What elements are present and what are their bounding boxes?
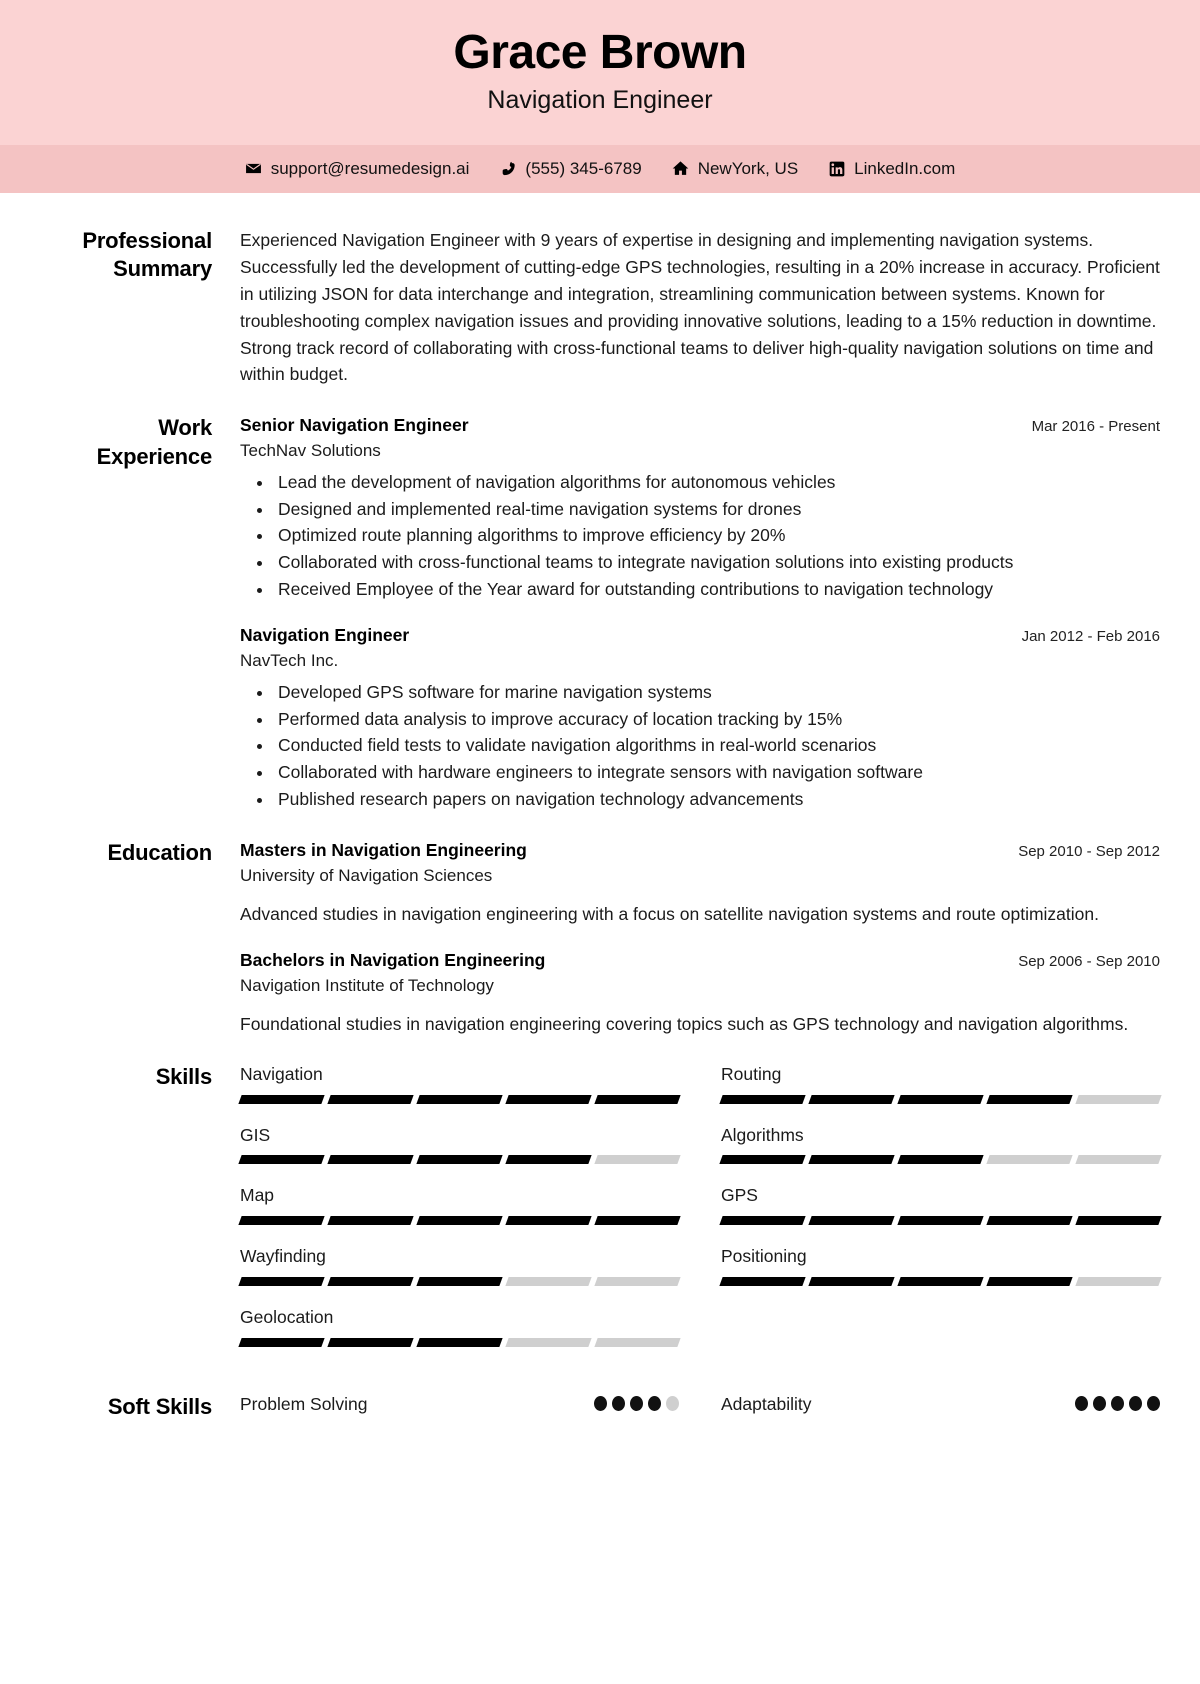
skill-level-segment [327,1277,413,1286]
entry-organization: NavTech Inc. [240,651,339,671]
skill-level-segment [594,1338,680,1347]
skill-cell [240,1184,679,1225]
soft-skill-rating-dot [630,1396,643,1411]
soft-skill-rating-dot [648,1396,661,1411]
entry-header [240,949,1160,973]
soft-skill-rating-dot [1093,1396,1106,1411]
section-label-work: Work Experience [96,415,212,469]
skill-level-bar [721,1277,1160,1286]
skill-level-segment [416,1216,502,1225]
skill-level-segment [505,1338,591,1347]
entry [240,624,1160,812]
entry-header [240,624,1160,648]
skill-level-segment [327,1155,413,1164]
contact-item-envelope[interactable] [245,159,470,179]
skill-level-segment [719,1155,805,1164]
entry-bullet: • Developed GPS software for marine navigation systems [274,680,1160,706]
contact-item-label: NewYork, US [697,158,799,178]
soft-skills-grid [240,1393,1160,1416]
skill-level-segment [1075,1216,1161,1225]
skill-name: GIS [240,1124,271,1145]
skill-cell [721,1063,1160,1104]
skill-name: Geolocation [240,1306,334,1327]
home-icon [672,160,690,178]
candidate-name: Grace Brown [453,26,747,79]
skill-level-segment [719,1095,805,1104]
skill-level-segment [327,1095,413,1104]
skill-name: Algorithms [721,1124,804,1145]
skill-level-bar [240,1155,679,1164]
section-label-summary: Professional Summary [82,227,212,281]
skill-level-segment [897,1277,983,1286]
section-soft-skills [40,1393,1160,1421]
skill-level-bar [721,1216,1160,1225]
entry-date: Jan 2012 - Feb 2016 [1021,628,1160,646]
contact-item-linkedin[interactable] [828,159,955,179]
skill-level-segment [808,1095,894,1104]
skill-level-segment [505,1277,591,1286]
soft-skill-rating-dot [1129,1396,1142,1411]
soft-skill-name: Problem Solving [240,1393,368,1414]
skill-level-segment [719,1216,805,1225]
skill-level-segment [594,1277,680,1286]
skill-level-segment [719,1277,805,1286]
envelope-icon [245,160,263,178]
skill-cell [240,1063,679,1104]
section-label-skills: Skills [155,1063,212,1089]
section-label-education: Education [107,840,212,866]
skill-level-segment [808,1277,894,1286]
soft-skill-rating-dot [1111,1396,1124,1411]
entry-bullet: • Optimized route planning algorithms to improve efficiency by 20% [274,523,1160,549]
skills-grid [240,1063,1160,1367]
skill-level-segment [594,1216,680,1225]
linkedin-icon [828,160,846,178]
skill-level-segment [238,1095,324,1104]
entry-organization: Navigation Institute of Technology [240,975,494,995]
entry-bullet: • Published research papers on navigation technology advancements [274,787,1160,813]
section-label-soft-skills: Soft Skills [107,1393,212,1419]
phone-icon [499,160,517,178]
entry-bullet: • Lead the development of navigation algorithms for autonomous vehicles [274,470,1160,496]
work-entries [240,414,1160,813]
skill-level-segment [594,1155,680,1164]
soft-skill-cell [721,1393,1160,1416]
soft-skill-rating-dot [594,1396,607,1411]
skill-level-segment [238,1155,324,1164]
entry-bullet-list [240,680,1160,813]
candidate-job-title: Navigation Engineer [487,85,713,114]
resume-body [0,193,1200,1457]
skill-level-segment [986,1277,1072,1286]
skill-name: Positioning [721,1246,807,1266]
entry-title: Senior Navigation Engineer [240,415,469,436]
contact-item-label: LinkedIn.com [854,158,956,178]
skill-level-bar [240,1095,679,1104]
entry-title: Navigation Engineer [240,625,410,646]
entry-header [240,839,1160,863]
skill-level-segment [238,1216,324,1225]
skill-level-bar [240,1338,679,1347]
entry-bullet: • Collaborated with cross-functional teams to integrate navigation solutions into existing products [274,550,1160,576]
skill-name: Wayfinding [240,1246,326,1266]
skill-cell [240,1306,679,1347]
skill-level-bar [240,1277,679,1286]
entry-description: Advanced studies in navigation engineering with a focus on satellite navigation systems and route optimization. [240,903,1099,924]
education-entries [240,839,1160,1036]
skill-level-segment [505,1216,591,1225]
skills-content [240,1063,1160,1367]
soft-skills-content [240,1393,1160,1416]
entry-header [240,414,1160,438]
skill-level-bar [240,1216,679,1225]
skill-level-segment [986,1155,1072,1164]
skill-cell [721,1245,1160,1286]
section-education [40,839,1160,1036]
skill-name: GPS [721,1185,758,1206]
soft-skill-rating-dot [666,1396,679,1411]
entry [240,414,1160,602]
entry-title: Masters in Navigation Engineering [240,840,527,861]
contact-item-phone[interactable] [499,159,641,179]
entry-bullet: • Performed data analysis to improve accuracy of location tracking by 15% [274,707,1160,733]
entry-description: Foundational studies in navigation engineering covering topics such as GPS technology and navigation algorithms. [240,1013,1129,1034]
skill-level-segment [505,1095,591,1104]
soft-skill-rating-dot [612,1396,625,1411]
entry-bullet: • Designed and implemented real-time navigation systems for drones [274,497,1160,523]
skill-name: Routing [721,1063,782,1084]
entry-bullet: • Received Employee of the Year award for outstanding contributions to navigation technology [274,577,1160,603]
skill-cell-empty [721,1306,1160,1367]
skill-cell [721,1124,1160,1165]
entry-bullet: • Collaborated with hardware engineers to integrate sensors with navigation software [274,760,1160,786]
skill-level-segment [505,1155,591,1164]
skill-level-segment [897,1095,983,1104]
skill-level-segment [808,1155,894,1164]
entry [240,839,1160,927]
contact-item-label: support@resumedesign.ai [270,158,470,178]
section-professional-summary [40,227,1160,389]
skill-level-segment [416,1155,502,1164]
entry-date: Mar 2016 - Present [1031,418,1160,436]
soft-skill-rating-dots [594,1396,679,1411]
skill-name: Map [240,1185,275,1206]
skill-level-segment [416,1277,502,1286]
skill-level-segment [238,1338,324,1347]
skill-cell [721,1184,1160,1225]
entry-date: Sep 2006 - Sep 2010 [1018,953,1160,971]
section-work-experience [40,414,1160,813]
entry-organization: University of Navigation Sciences [240,866,493,886]
contact-bar [0,145,1200,193]
skill-level-segment [327,1216,413,1225]
soft-skill-name: Adaptability [721,1393,812,1414]
entry-bullet: • Conducted field tests to validate navigation algorithms in real-world scenarios [274,733,1160,759]
skill-level-segment [416,1338,502,1347]
section-skills [40,1063,1160,1367]
skill-level-segment [327,1338,413,1347]
entry-date: Sep 2010 - Sep 2012 [1018,843,1160,861]
soft-skill-cell [240,1393,679,1416]
entry-bullet-list [240,470,1160,603]
contact-item-label: (555) 345-6789 [525,158,642,178]
skill-name: Navigation [240,1063,323,1084]
soft-skill-rating-dot [1147,1396,1160,1411]
skill-cell [240,1245,679,1286]
skill-level-segment [897,1216,983,1225]
skill-level-bar [721,1095,1160,1104]
skill-level-segment [1075,1277,1161,1286]
soft-skill-rating-dot [1075,1396,1088,1411]
summary-content [240,227,1160,389]
summary-text: Experienced Navigation Engineer with 9 years of expertise in designing and implementing navigation systems. Successfully led the development of cutting-edge GPS technologies, resulting in a 20% increase in accuracy. Proficient in utilizing JSON for data interchange and integration, streamlining communication between systems. Known for troubleshooting complex navigation issues and providing innovative solutions, leading to a 15% reduction in downtime. Strong track record of collaborating with cross-functional teams to deliver high-quality navigation solutions on time and within budget. [240,229,1160,385]
skill-level-segment [238,1277,324,1286]
skill-level-segment [594,1095,680,1104]
entry-title: Bachelors in Navigation Engineering [240,950,546,971]
skill-cell [240,1124,679,1165]
skill-level-segment [1075,1095,1161,1104]
skill-level-segment [897,1155,983,1164]
skill-level-segment [986,1216,1072,1225]
skill-level-segment [986,1095,1072,1104]
skill-level-segment [808,1216,894,1225]
skill-level-segment [1075,1155,1161,1164]
contact-item-home[interactable] [672,159,798,179]
resume-header [0,0,1200,145]
entry-organization: TechNav Solutions [240,441,381,460]
skill-level-segment [416,1095,502,1104]
entry [240,949,1160,1037]
skill-level-bar [721,1155,1160,1164]
soft-skill-rating-dots [1075,1396,1160,1411]
